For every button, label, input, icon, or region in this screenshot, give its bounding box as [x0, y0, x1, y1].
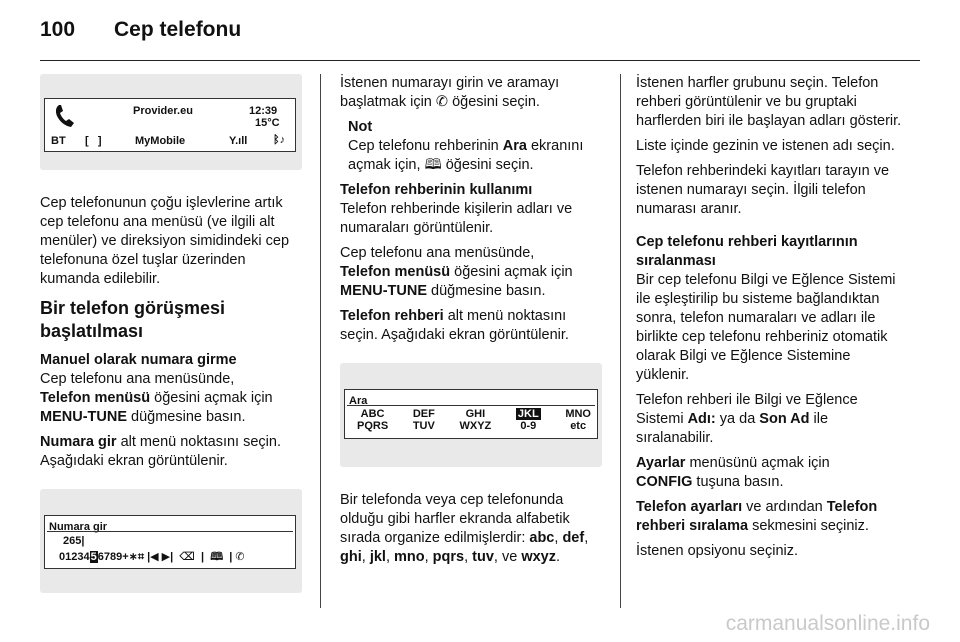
text: sekmesini seçiniz.: [748, 518, 869, 534]
separator: ,: [554, 530, 563, 546]
letter-group-top: ABC: [360, 408, 385, 420]
section-heading: Bir telefon görüşmesi başlatılması: [40, 298, 226, 341]
letter-group-top: GHI: [465, 408, 486, 420]
column-3: [636, 74, 906, 567]
text: düğmesine basın.: [127, 409, 246, 425]
button-term: MENU-TUNE: [40, 409, 127, 425]
letter-group-bottom: WXYZ: [459, 420, 492, 432]
header-rule: [40, 60, 920, 61]
paragraph: İstenen harfler grubunu seçin. Telefon rehberi görüntülenir ve bu gruptaki harflerden biri ile başlayan adları gösterir.: [636, 75, 902, 129]
letter-group-term: jkl: [369, 549, 386, 565]
text: ekranını açmak için,: [348, 138, 584, 173]
text: öğesini açmak için: [450, 264, 573, 280]
letter-group-top: MNO: [565, 408, 591, 420]
letter-group-bottom: etc: [570, 420, 587, 432]
text: ile sıralanabilir.: [636, 411, 829, 446]
signal-strength: Y.ıll: [229, 135, 248, 147]
phonebook-icon: 🕮: [424, 157, 442, 173]
text: öğesini seçin.: [441, 157, 534, 173]
temperature: 15°C: [255, 117, 280, 129]
menu-term: Telefon menüsü: [340, 264, 451, 280]
intro-text: Cep telefonunun çoğu işlevlerine artık cep telefonu ana menüsü (ve ilgili alt menüler) ve direksiyon simidindeki cep telefonuna özel tuşlar üzerinden kumanda edilebilir.: [40, 195, 290, 287]
text: tuşuna basın.: [692, 474, 784, 490]
paragraph: [340, 491, 606, 567]
text: Bir telefonda veya cep telefonunda olduğu gibi harfler ekranda alfabetik sırada organize edilmişlerdir:: [340, 492, 570, 546]
paragraph: [340, 244, 606, 301]
option-term: Adı:: [687, 411, 716, 427]
letter-group-term: tuv: [472, 549, 494, 565]
section-title: Cep telefonu: [114, 18, 242, 41]
menu-term: Telefon rehberi sıralama: [636, 499, 878, 534]
note-box: [340, 118, 606, 175]
letter-group-term: ghi: [340, 549, 362, 565]
entry-controls: |◀ ▶| ⌫ | 🕮 |: [147, 551, 233, 563]
page-number: 100: [40, 18, 76, 41]
paragraph: [636, 454, 906, 492]
text: öğesini seçin.: [448, 94, 540, 110]
sub-heading: Manuel olarak numara girme: [40, 352, 237, 368]
mymobile-label: MyMobile: [135, 135, 186, 147]
button-term: MENU-TUNE: [340, 283, 427, 299]
separator: ,: [584, 530, 589, 546]
text: Cep telefonu ana menüsünde,: [40, 371, 235, 387]
column-divider: [620, 74, 621, 608]
letter-group: [565, 408, 591, 432]
text: Telefon rehberi ile Bilgi ve Eğlence Sistemi: [636, 392, 858, 427]
letter-group-bottom: PQRS: [357, 420, 389, 432]
letter-group-selected: [516, 408, 541, 432]
digits: 01234: [59, 551, 90, 563]
paragraph: İstenen opsiyonu seçiniz.: [636, 543, 799, 559]
letter-group-bottom: 0-9: [520, 420, 537, 432]
paragraph: Liste içinde gezinin ve istenen adı seçin.: [636, 138, 895, 154]
text: düğmesine basın.: [427, 283, 546, 299]
letter-group-term: def: [562, 530, 585, 546]
paragraph: [636, 391, 906, 448]
text: ya da: [715, 411, 760, 427]
text: menüsünü açmak için: [685, 455, 830, 471]
separator: ,: [424, 549, 433, 565]
separator: ,: [385, 549, 394, 565]
phone-main-display: [44, 98, 296, 152]
paragraph: [40, 370, 302, 427]
page-header: [40, 18, 241, 42]
text: ve ardından: [742, 499, 827, 515]
music-note-icon: ᛒ♪: [273, 134, 286, 146]
provider-name: Provider.eu: [133, 105, 193, 117]
letter-groups: [357, 408, 591, 432]
column-1: [40, 74, 302, 593]
clock-time: 12:39: [249, 105, 278, 117]
sub-heading: Cep telefonu rehberi kayıtlarının sıralanması: [636, 234, 858, 269]
menu-term: Ayarlar: [636, 455, 686, 471]
text: öğesini açmak için: [150, 390, 273, 406]
menu-term: Ara: [502, 138, 527, 154]
phone-handset-icon: [53, 103, 77, 129]
paragraph: [340, 307, 606, 345]
paragraph: [636, 498, 906, 536]
menu-term: Telefon menüsü: [40, 390, 151, 406]
number-entry-screen: [40, 489, 302, 593]
entered-number: 265|: [63, 535, 85, 547]
text: Cep telefonu ana menüsünde,: [340, 245, 535, 261]
bt-label: BT: [51, 135, 66, 147]
button-term: CONFIG: [636, 474, 693, 490]
text: alt menü noktasını seçin. Aşağıdaki ekran görüntülenir.: [40, 434, 281, 469]
letter-group-bottom: TUV: [412, 420, 435, 432]
letter-group: [357, 408, 388, 432]
brackets-label: [ ]: [85, 135, 102, 147]
number-entry-display: [44, 515, 296, 569]
text: alt menü noktasını seçin. Aşağıdaki ekran görüntülenir.: [340, 308, 569, 343]
paragraph: Bir cep telefonu Bilgi ve Eğlence Sistemi ile eşleştirilip bu sisteme bağlandıktan sonra, telefon numaraları ve adları ile birlikte cep telefonu rehberiniz otomatik olarak Bilgi ve Eğlence Sistemine yüklenir.: [636, 272, 896, 383]
letter-group-top: JKL: [517, 408, 539, 420]
phone-main-screen: [40, 74, 302, 170]
watermark: carmanualsonline.info: [725, 612, 930, 635]
menu-term: Numara gir: [40, 434, 117, 450]
divider: [347, 405, 595, 406]
note-text: [348, 137, 606, 175]
paragraph: [40, 433, 302, 471]
column-divider: [320, 74, 321, 608]
search-title: Ara: [349, 395, 368, 407]
text: İstenen numarayı girin ve aramayı başlatmak için: [340, 75, 560, 110]
separator: .: [555, 549, 561, 565]
phonebook-search-screen: [340, 363, 602, 467]
phonebook-search-display: [344, 389, 598, 439]
paragraph: Telefon rehberinde kişilerin adları ve numaraları görüntülenir.: [340, 201, 573, 236]
text: Cep telefonu rehberinin: [348, 138, 503, 154]
separator: ,: [464, 549, 473, 565]
letter-group-term: wxyz: [521, 549, 556, 565]
highlighted-digit: 5: [90, 551, 97, 563]
letter-group: [413, 408, 435, 432]
letter-group-term: pqrs: [432, 549, 465, 565]
paragraph: Telefon rehberindeki kayıtları tarayın ve istenen numarayı seçin. İlgili telefon numarası aranır.: [636, 163, 890, 217]
phone-icon: ✆: [435, 94, 449, 110]
paragraph: [340, 74, 606, 112]
letter-group-term: abc: [529, 530, 555, 546]
separator: ,: [361, 549, 370, 565]
note-title: Not: [348, 119, 373, 135]
menu-term: Telefon rehberi: [340, 308, 444, 324]
letter-group-top: DEF: [412, 408, 435, 420]
menu-term: Telefon ayarları: [636, 499, 743, 515]
option-term: Son Ad: [759, 411, 810, 427]
separator: , ve: [493, 549, 522, 565]
digit-row: [59, 548, 245, 567]
digits: 6789+∗⌗: [97, 551, 145, 563]
sub-heading: Telefon rehberinin kullanımı: [340, 182, 533, 198]
column-2: [340, 74, 606, 573]
phone-call-icon: ✆: [235, 551, 245, 563]
letter-group-term: mno: [394, 549, 425, 565]
letter-group: [459, 408, 491, 432]
number-entry-title: Numara gir: [49, 521, 108, 533]
